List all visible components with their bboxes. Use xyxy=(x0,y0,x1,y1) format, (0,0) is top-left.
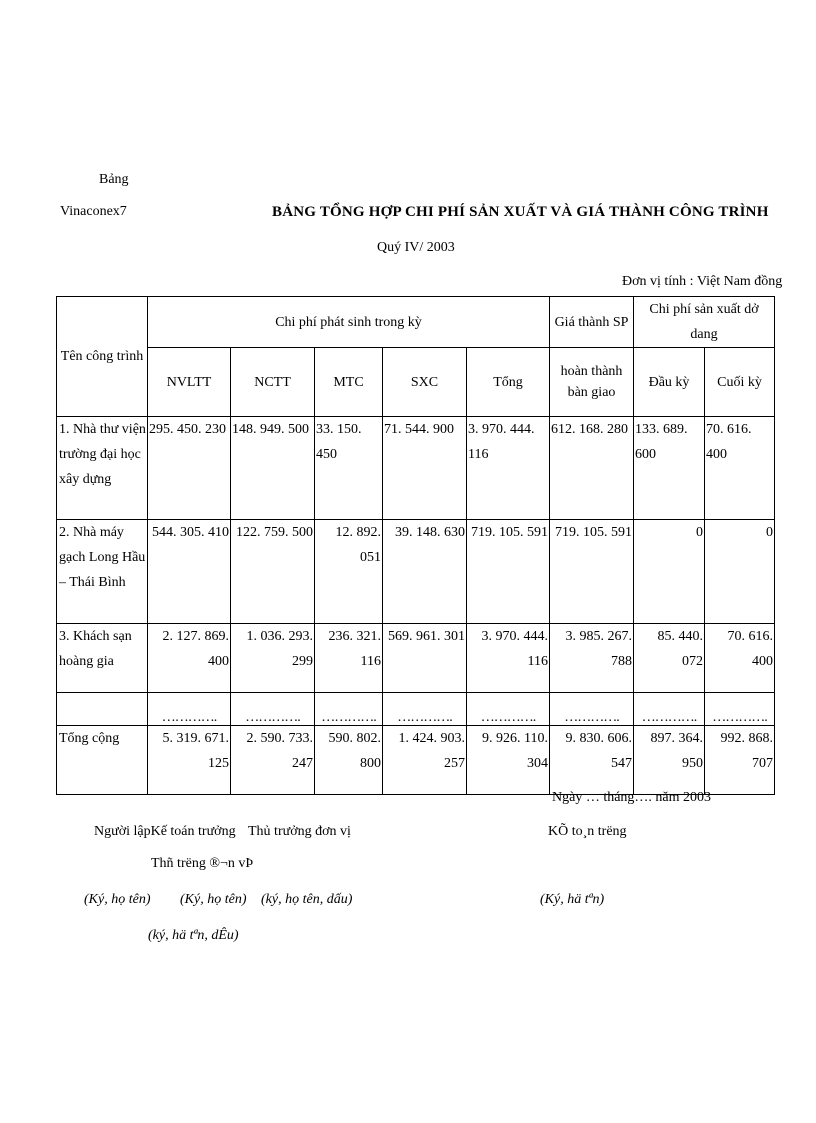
header-nctt: NCTT xyxy=(231,348,315,417)
header-price-sub: hoàn thành bàn giao xyxy=(550,348,634,417)
total-nvltt: 5. 319. 671. 125 xyxy=(148,726,231,795)
row-nctt: 1. 036. 293. 299 xyxy=(231,624,315,693)
row-tong: 3. 970. 444. 116 xyxy=(467,417,550,520)
signature-note: (ký, hä tªn, dÊu) xyxy=(148,928,239,943)
row-project-name: 3. Khách sạn hoàng gia xyxy=(57,624,148,693)
row-nvltt: 295. 450. 230 xyxy=(148,417,231,520)
row-sxc: 569. 961. 301 xyxy=(383,624,467,693)
ellipsis-cell: …………. xyxy=(467,693,550,726)
signature-note: (Ký, họ tên) xyxy=(84,892,151,907)
header-cuoiky: Cuối kỳ xyxy=(705,348,775,417)
row-price: 612. 168. 280 xyxy=(550,417,634,520)
signature-note: (ký, họ tên, dấu) xyxy=(261,892,353,907)
signature-note: (Ký, hä tªn) xyxy=(540,892,605,907)
row-nctt: 122. 759. 500 xyxy=(231,520,315,624)
total-label: Tổng cộng xyxy=(57,726,148,795)
ellipsis-cell: …………. xyxy=(634,693,705,726)
total-nctt: 2. 590. 733. 247 xyxy=(231,726,315,795)
header-wip-group: Chi phí sản xuất dở dang xyxy=(634,297,775,348)
table-header-row xyxy=(57,297,775,348)
ellipsis-cell: …………. xyxy=(231,693,315,726)
signature-title-head: Thủ trưởng đơn vị xyxy=(248,824,351,839)
header-price-group: Giá thành SP xyxy=(550,297,634,348)
table-row-ellipsis xyxy=(57,693,775,726)
row-cuoiky: 70. 616. 400 xyxy=(705,417,775,520)
table-total-row xyxy=(57,726,775,795)
table-row xyxy=(57,520,775,624)
header-nvltt: NVLTT xyxy=(148,348,231,417)
total-tong: 9. 926. 110. 304 xyxy=(467,726,550,795)
currency-unit: Đơn vị tính : Việt Nam đồng xyxy=(622,274,783,289)
header-mtc: MTC xyxy=(315,348,383,417)
row-cuoiky: 0 xyxy=(705,520,775,624)
ellipsis-cell xyxy=(57,693,148,726)
row-project-name: 2. Nhà máy gạch Long Hầu – Thái Bình xyxy=(57,520,148,624)
row-dauky: 133. 689. 600 xyxy=(634,417,705,520)
row-tong: 719. 105. 591 xyxy=(467,520,550,624)
cost-summary-table xyxy=(56,296,775,795)
header-tong: Tổng xyxy=(467,348,550,417)
total-sxc: 1. 424. 903. 257 xyxy=(383,726,467,795)
signature-title-right: KÕ to¸n trëng xyxy=(548,824,627,839)
ellipsis-cell: …………. xyxy=(705,693,775,726)
ellipsis-cell: …………. xyxy=(550,693,634,726)
row-project-name: 1. Nhà thư viện trường đại học xây dựng xyxy=(57,417,148,520)
table-row xyxy=(57,624,775,693)
company-name: Vinaconex7 xyxy=(60,204,127,219)
header-dauky: Đầu kỳ xyxy=(634,348,705,417)
page-title: BẢNG TỔNG HỢP CHI PHÍ SẢN XUẤT VÀ GIÁ THÀNH CÔNG TRÌNH xyxy=(272,204,769,220)
ellipsis-cell: …………. xyxy=(315,693,383,726)
total-dauky: 897. 364. 950 xyxy=(634,726,705,795)
report-period: Quý IV/ 2003 xyxy=(377,240,455,255)
row-dauky: 85. 440. 072 xyxy=(634,624,705,693)
row-sxc: 39. 148. 630 xyxy=(383,520,467,624)
row-cuoiky: 70. 616. 400 xyxy=(705,624,775,693)
row-mtc: 33. 150. 450 xyxy=(315,417,383,520)
signature-note: (Ký, họ tên) xyxy=(180,892,247,907)
header-costs-group: Chi phí phát sinh trong kỳ xyxy=(148,297,550,348)
total-mtc: 590. 802. 800 xyxy=(315,726,383,795)
row-mtc: 236. 321. 116 xyxy=(315,624,383,693)
signing-date: Ngày … tháng…. năm 2003 xyxy=(552,790,712,805)
row-nvltt: 544. 305. 410 xyxy=(148,520,231,624)
row-dauky: 0 xyxy=(634,520,705,624)
header-project-name: Tên công trình xyxy=(57,297,148,417)
signature-title-preparer-chief: Người lậpKế toán trưởng xyxy=(94,824,236,839)
ellipsis-cell: …………. xyxy=(148,693,231,726)
caption-bang: Bảng xyxy=(99,172,129,187)
table-row xyxy=(57,417,775,520)
row-nvltt: 2. 127. 869. 400 xyxy=(148,624,231,693)
signature-title-unit-head: Thñ trëng ®¬n vÞ xyxy=(151,856,254,871)
row-sxc: 71. 544. 900 xyxy=(383,417,467,520)
table-subheader-row xyxy=(57,348,775,417)
row-price: 3. 985. 267. 788 xyxy=(550,624,634,693)
total-price: 9. 830. 606. 547 xyxy=(550,726,634,795)
row-nctt: 148. 949. 500 xyxy=(231,417,315,520)
row-mtc: 12. 892. 051 xyxy=(315,520,383,624)
ellipsis-cell: …………. xyxy=(383,693,467,726)
row-price: 719. 105. 591 xyxy=(550,520,634,624)
row-tong: 3. 970. 444. 116 xyxy=(467,624,550,693)
header-sxc: SXC xyxy=(383,348,467,417)
total-cuoiky: 992. 868. 707 xyxy=(705,726,775,795)
